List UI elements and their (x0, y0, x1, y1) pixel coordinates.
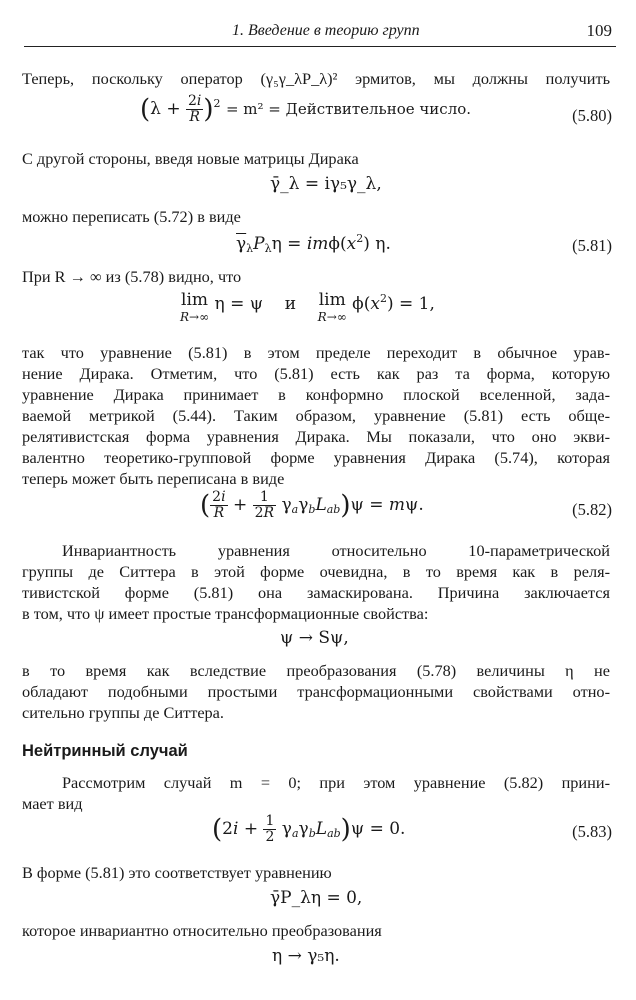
page-header (24, 20, 616, 47)
section-title: Нейтринный случай (22, 742, 188, 760)
text-line: которое инвариантно относительно преобразования (22, 921, 382, 940)
text-line: В форме (5.81) это соответствует уравнению (22, 863, 332, 882)
paragraph-line: так что уравнение (5.81) в этом пределе переходит в обычное урав- (22, 343, 610, 362)
equation-5-81: $\overline{\gamma}_\lambda P_\lambda\eta = im\phi(x^2)$ η. (236, 232, 391, 255)
paragraph-line: в том, что ψ имеет простые трансформационные свойства: (22, 604, 429, 623)
text-line: С другой стороны, введя новые матрицы Дирака (22, 149, 359, 168)
paragraph-line: в то время как вследствие преобразования (5.78) величины η не (22, 661, 610, 680)
paragraph-line: сительно группы де Ситтера. (22, 703, 224, 722)
equation-5-80-rhs: = m² = Действительное число. (225, 100, 472, 118)
paragraph-line: нение Дирака. Отметим, что (5.81) есть как раз та форма, которую (22, 364, 610, 383)
equation-5-83: (2i + $\frac{1}{2}$ $\gamma_a\gamma_bL_{ab})\psi = 0$. (212, 813, 406, 845)
equation-number: (5.82) (572, 500, 612, 519)
equation-number: (5.80) (572, 106, 612, 125)
page-number: 109 (586, 21, 612, 40)
text-line: Теперь, поскольку оператор (γ₅γ_λP_λ)² эрмитов, мы должны получить (22, 69, 610, 88)
text-line: можно переписать (5.72) в виде (22, 207, 241, 226)
equation-limits: lim R→∞ η = ψ и lim R→∞ $\phi(x^2) = 1$, (180, 290, 435, 324)
equation-5-80: (λ + $\frac{2i}{R}$ )$^2$ = m² = Действительное число. (140, 93, 472, 125)
paragraph-line: теперь может быть переписана в виде (22, 469, 285, 488)
paragraph-line: мает вид (22, 794, 83, 813)
equation-number: (5.83) (572, 822, 612, 841)
equation-gamma-bar: γ̄_λ = iγ₅γ_λ, (270, 174, 382, 194)
paragraph-line: обладают подобными простыми трансформационными свойствами отно- (22, 682, 610, 701)
paragraph-line: Рассмотрим случай m = 0; при этом уравнение (5.82) прини- (62, 773, 610, 792)
equation-eta-transform: η → γ₅η. (272, 946, 340, 966)
paragraph-line: Инвариантность уравнения относительно 10-параметрической (62, 541, 610, 560)
equation-number: (5.81) (572, 236, 612, 255)
equation-5-82: ( $\frac{2i}{R}$ + $\frac{1}{2R}$ $\gamma_a\gamma_bL_{ab})\psi = m\psi$. (200, 489, 424, 521)
paragraph-line: ваемой метрикой (5.44). Таким образом, уравнение (5.81) есть обще- (22, 406, 610, 425)
paragraph-line: уравнение Дирака принимает в конформно плоской вселенной, зада- (22, 385, 610, 404)
equation-psi-transform: ψ → Sψ, (280, 628, 349, 648)
paragraph-line: группы де Ситтера в этой форме очевидна, в то время как в реля- (22, 562, 610, 581)
running-head: 1. Введение в теорию групп (232, 22, 420, 39)
paragraph-line: валентно теоретико-групповой форме уравнения Дирака (5.74), которая (22, 448, 610, 467)
paragraph-line: релятивистская форма уравнения Дирака. Мы показали, что оно экви- (22, 427, 610, 446)
paragraph-line: тивистской форме (5.81) она замаскирована. Причина заключается (22, 583, 610, 602)
text-line: При R → ∞ из (5.78) видно, что (22, 267, 242, 286)
equation-neutrino: γ̄P_λη = 0, (270, 888, 363, 908)
